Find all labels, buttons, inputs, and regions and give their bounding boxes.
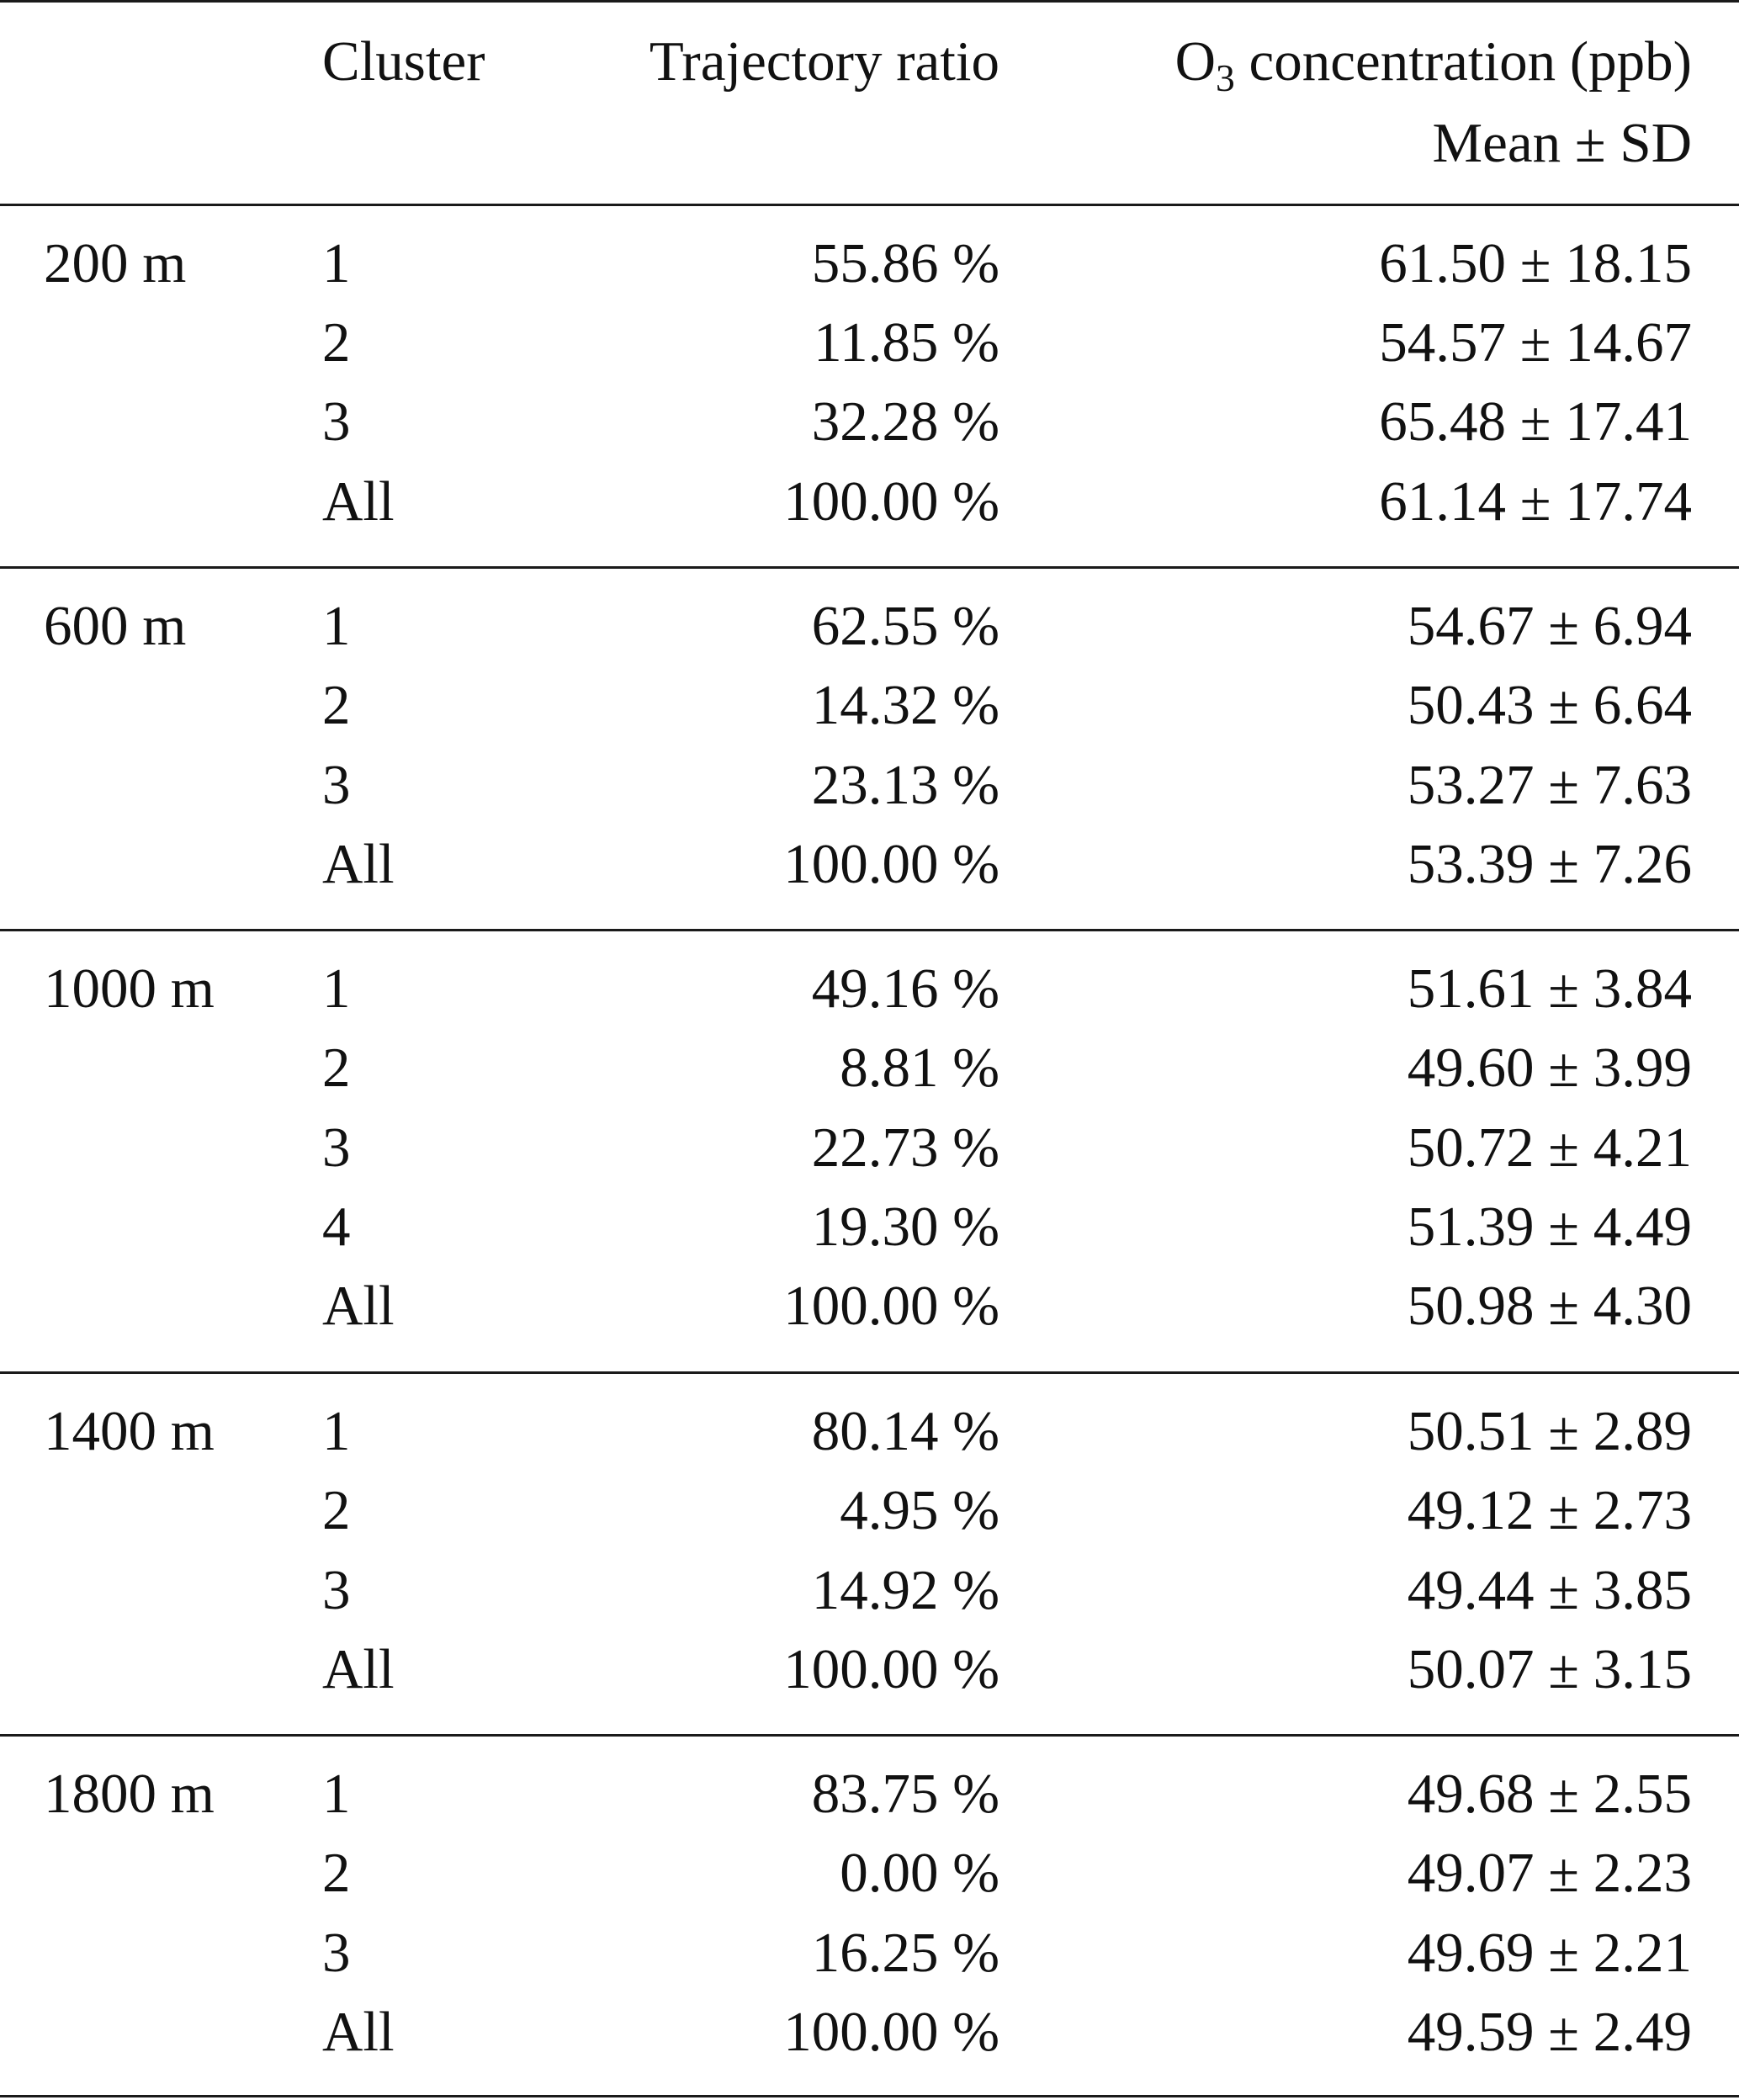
o3-cell: 49.12 ± 2.73 <box>1407 1479 1692 1541</box>
group-height-label: 1000 m <box>44 957 215 1020</box>
o3-cell: 50.07 ± 3.15 <box>1407 1638 1692 1700</box>
bottom-rule <box>0 2095 1739 2097</box>
cluster-cell: All <box>322 1638 395 1700</box>
cluster-cell: All <box>322 1275 395 1337</box>
o3-cell: 49.44 ± 3.85 <box>1407 1559 1692 1621</box>
group-height-label: 200 m <box>44 232 187 294</box>
ratio-cell: 100.00 % <box>783 833 999 895</box>
top-rule <box>0 0 1739 3</box>
ratio-cell: 80.14 % <box>811 1400 999 1462</box>
cluster-cell: 3 <box>322 1559 351 1621</box>
group-rule <box>0 566 1739 569</box>
o3-cell: 53.39 ± 7.26 <box>1407 833 1692 895</box>
o3-cell: 51.61 ± 3.84 <box>1407 957 1692 1020</box>
cluster-cell: 3 <box>322 1922 351 1984</box>
ratio-cell: 23.13 % <box>811 754 999 816</box>
group-rule <box>0 1734 1739 1737</box>
ratio-cell: 55.86 % <box>811 232 999 294</box>
cluster-cell: 1 <box>322 1763 351 1825</box>
o3-cell: 49.68 ± 2.55 <box>1407 1763 1692 1825</box>
ratio-cell: 4.95 % <box>840 1479 999 1541</box>
header-cluster: Cluster <box>322 30 485 93</box>
cluster-cell: 3 <box>322 754 351 816</box>
cluster-cell: 2 <box>322 1842 351 1904</box>
ratio-cell: 100.00 % <box>783 1275 999 1337</box>
group-height-label: 1800 m <box>44 1763 215 1825</box>
cluster-cell: 1 <box>322 232 351 294</box>
ratio-cell: 100.00 % <box>783 470 999 533</box>
ratio-cell: 0.00 % <box>840 1842 999 1904</box>
header-o3-suffix: concentration (ppb) <box>1234 30 1692 93</box>
ratio-cell: 14.92 % <box>811 1559 999 1621</box>
group-height-label: 1400 m <box>44 1400 215 1462</box>
o3-cell: 50.98 ± 4.30 <box>1407 1275 1692 1337</box>
o3-cell: 49.07 ± 2.23 <box>1407 1842 1692 1904</box>
o3-cell: 54.57 ± 14.67 <box>1379 311 1692 374</box>
ratio-cell: 14.32 % <box>811 674 999 736</box>
o3-cell: 54.67 ± 6.94 <box>1407 595 1692 657</box>
group-height-label: 600 m <box>44 595 187 657</box>
o3-cell: 49.59 ± 2.49 <box>1407 2001 1692 2063</box>
ratio-cell: 22.73 % <box>811 1116 999 1179</box>
cluster-cell: 3 <box>322 390 351 453</box>
cluster-cell: 3 <box>322 1116 351 1179</box>
ratio-cell: 100.00 % <box>783 1638 999 1700</box>
o3-cell: 50.43 ± 6.64 <box>1407 674 1692 736</box>
o3-cell: 53.27 ± 7.63 <box>1407 754 1692 816</box>
header-o3-concentration <box>1174 30 1692 99</box>
o3-cell: 49.69 ± 2.21 <box>1407 1922 1692 1984</box>
ratio-cell: 19.30 % <box>811 1196 999 1258</box>
cluster-cell: 1 <box>322 957 351 1020</box>
cluster-cell: 1 <box>322 595 351 657</box>
header-mean-sd: Mean ± SD <box>1432 112 1692 174</box>
cluster-cell: 2 <box>322 1037 351 1099</box>
o3-cell: 50.72 ± 4.21 <box>1407 1116 1692 1179</box>
cluster-cell: 2 <box>322 674 351 736</box>
ratio-cell: 32.28 % <box>811 390 999 453</box>
header-trajectory-ratio: Trajectory ratio <box>649 30 999 93</box>
cluster-cell: 1 <box>322 1400 351 1462</box>
cluster-cell: 2 <box>322 311 351 374</box>
header-o3-subscript: 3 <box>1215 56 1235 99</box>
ratio-cell: 16.25 % <box>811 1922 999 1984</box>
cluster-cell: 2 <box>322 1479 351 1541</box>
header-rule <box>0 204 1739 206</box>
cluster-cell: All <box>322 2001 395 2063</box>
group-rule <box>0 929 1739 931</box>
o3-cell: 65.48 ± 17.41 <box>1379 390 1692 453</box>
o3-cell: 61.14 ± 17.74 <box>1379 470 1692 533</box>
o3-cell: 51.39 ± 4.49 <box>1407 1196 1692 1258</box>
ratio-cell: 11.85 % <box>814 311 999 374</box>
cluster-cell: All <box>322 470 395 533</box>
ratio-cell: 83.75 % <box>811 1763 999 1825</box>
o3-cell: 61.50 ± 18.15 <box>1379 232 1692 294</box>
o3-cell: 49.60 ± 3.99 <box>1407 1037 1692 1099</box>
ratio-cell: 8.81 % <box>840 1037 999 1099</box>
group-rule <box>0 1371 1739 1374</box>
ratio-cell: 49.16 % <box>811 957 999 1020</box>
ratio-cell: 100.00 % <box>783 2001 999 2063</box>
cluster-cell: 4 <box>322 1196 351 1258</box>
ratio-cell: 62.55 % <box>811 595 999 657</box>
o3-cell: 50.51 ± 2.89 <box>1407 1400 1692 1462</box>
cluster-cell: All <box>322 833 395 895</box>
header-o3-prefix: O <box>1174 30 1216 93</box>
